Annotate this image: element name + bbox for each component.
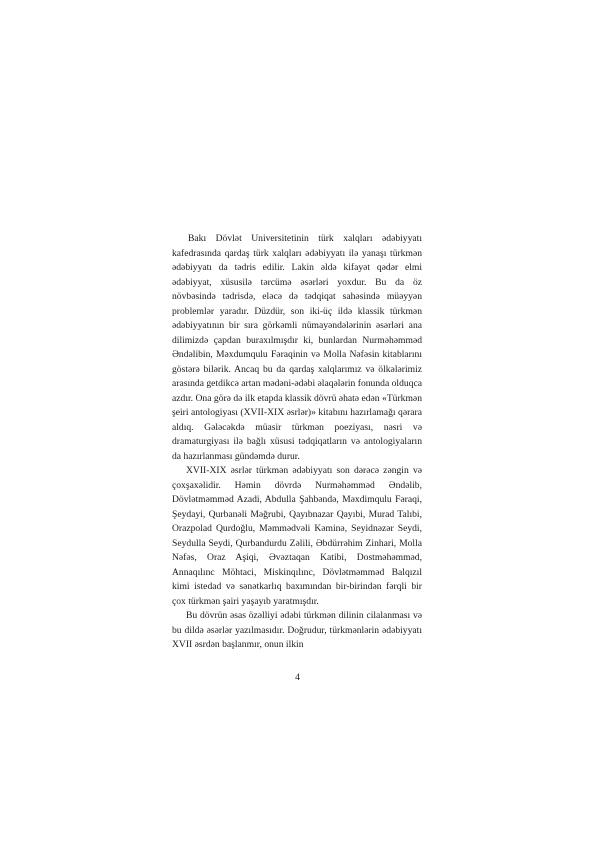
paragraph: XVII-XIX əsrlər türkmən ədəbiyyatı son dərəcə zəngin və çoxşaxəlidir. Həmin dövrdə Nurməhəmməd Əndəlib, Dövlətməmməd Azadi, Abdulla Şahbəndə, Məxdimqulu Fəraqi, Şeydayi, Qurbanəli Məğrubi, Qayıbnazar Qayıbi, Murad Talıbi, Orazpolad Qurdoğlu, Məmmədvəli Kəminə, Seyidnəzər Seydi, Seydulla Seydi, Qurbandurdu Zəlili, Əbdürrəhim Zinhari, Molla Nəfəs, Oraz Aşiqi, Əvəztaqan Katibi, Dostməhəmməd, Annaqılınc Möhtaci, Miskinqılınc, Dövlətməmməd Balqızıl kimi istedad və sənətkarlıq baxımından bir-birindən fərqli bir çox türkmən şairi yaşayıb yaratmışdır.: [172, 465, 422, 607]
paragraph: Bu dövrün əsas özəlliyi ədəbi türkmən dilinin cilalanması və bu dildə əsərlər yazılmasıdır. Doğrudur, türkmənlərin ədəbiyyatı XVII əsrdən başlanmır, onun ilkin: [172, 610, 422, 650]
body-text: [172, 232, 422, 653]
paragraph: Bakı Dövlət Universitetinin türk xalqları ədəbiyyatı kafedrasında qardaş türk xalqları ədəbiyyatı ilə yanaşı türkmən ədəbiyyatı da tədris edilir. Lakin əldə kifayət qədər elmi ədəbiyyat, xüsusilə tərcümə əsərləri yoxdur. Bu da öz növbəsində tədrisdə, eləcə də tədqiqat sahəsində müəyyən problemlər yaradır. Düzdür, son iki-üç ildə klassik türkmən ədəbiyyatının bir sıra görkəmli nümayəndələrinin əsərləri ana dilimizdə çapdan buraxılmışdır ki, bunlardan Nurməhəmməd Əndəlibin, Məxdumqulu Fəraqinin və Molla Nəfəsin kitablarını göstərə bilərik. Ancaq bu da qardaş xalqlarımız və ölkələrimiz arasında getdikcə artan mədəni-ədəbi əlaqələrin fonunda olduqca azdır. Ona görə də ilk etapda klassik dövrü əhatə edən «Türkmən şeiri antologiyası (XVII-XIX əsrlər)» kitabını hazırlamağı qərara aldıq. Gələcəkdə müasir türkmən poeziyası, nəsri və dramaturgiyası ilə bağlı xüsusi tədqiqatların və antologiyaların da hazırlanması gündəmdə durur.: [172, 233, 422, 462]
page-number: 4: [295, 672, 300, 683]
